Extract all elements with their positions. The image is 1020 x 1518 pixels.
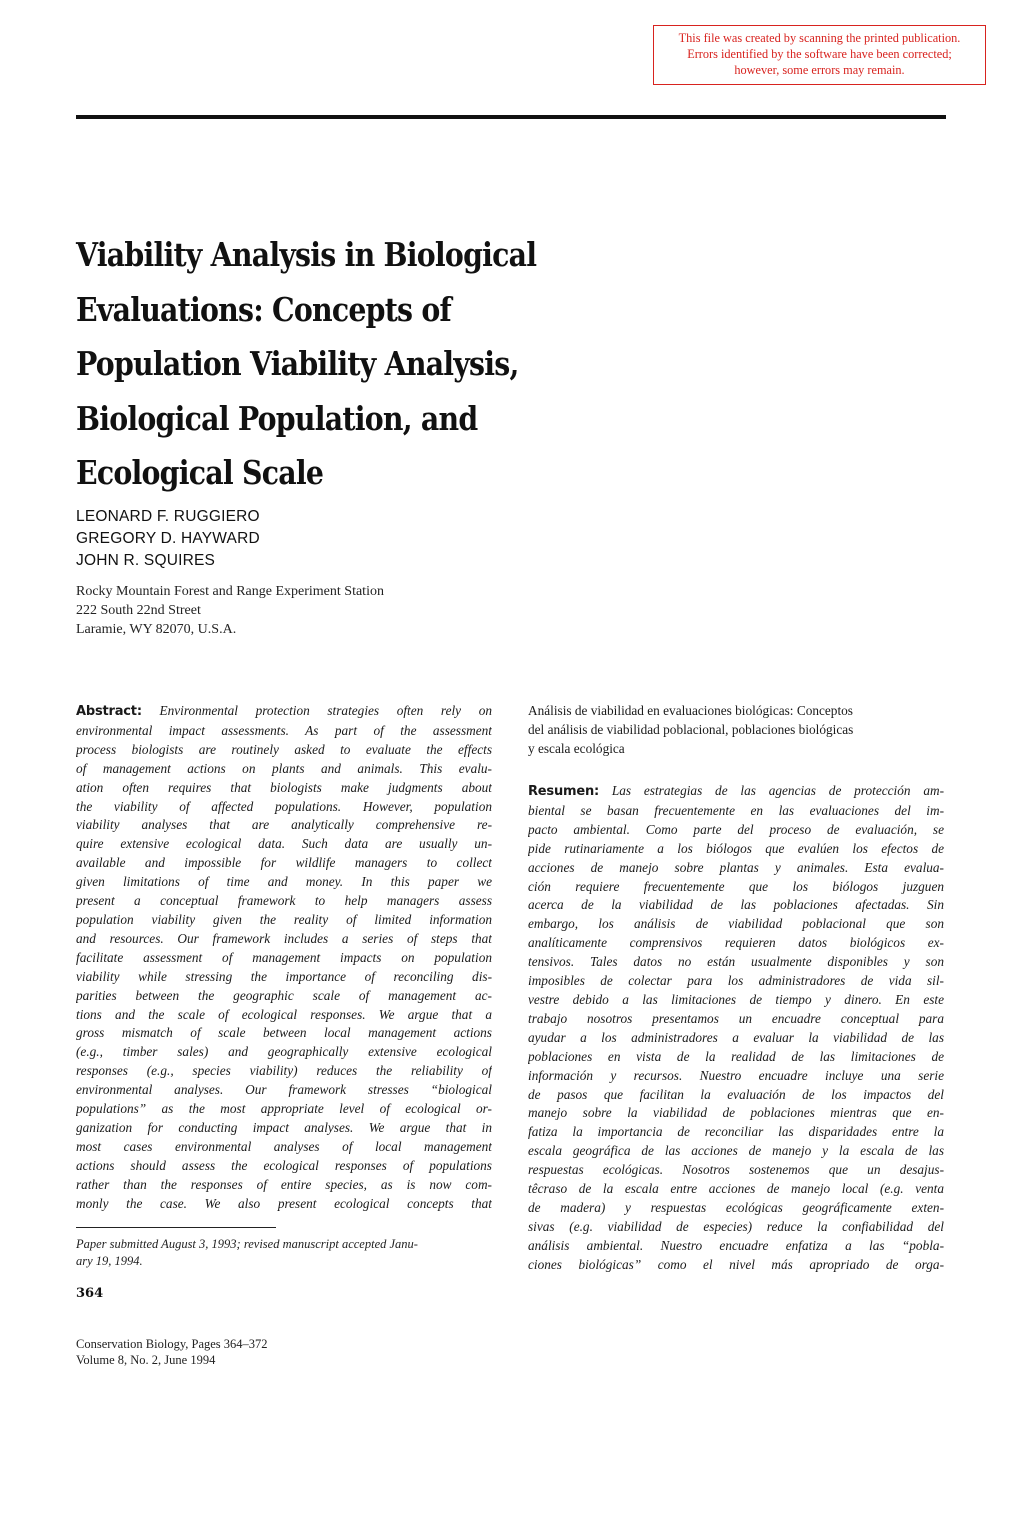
abstract-label: Abstract:	[76, 704, 142, 719]
text-line: acerca de la viabilidad de las poblaciones afectadas. Sin	[528, 897, 944, 913]
scan-notice	[653, 25, 986, 85]
text-line: monly the case. We also present ecological concepts that	[76, 1195, 492, 1211]
submission-footnote	[76, 1236, 496, 1270]
text-line: ciones biológicas” como el nivel más apropriado de orga-	[528, 1256, 944, 1272]
text-line: viability while stressing the importance of reconciling dis-	[76, 968, 492, 984]
journal-citation	[76, 1336, 268, 1368]
text-line: viability analyses that are analytically comprehensive re-	[76, 817, 492, 833]
text-line: respuestas ecológicas. Nosotros sostenemos que un desajus-	[528, 1162, 944, 1178]
footnote-line: ary 19, 1994.	[76, 1254, 143, 1268]
text-line: ation often requires that biologists make judgments about	[76, 779, 492, 795]
text-line: de madera) y respuestas ecológicas geográficamente exten-	[528, 1199, 944, 1215]
text-line: tensivos. Tales datos no están usualmente disponibles y son	[528, 954, 944, 970]
text-line: population viability given the reality of limited information	[76, 911, 492, 927]
affiliation-line: 222 South 22nd Street	[76, 603, 201, 618]
text-line: given limitations of time and money. In this paper we	[76, 874, 492, 890]
text-line: biental se basan frecuentemente en las evaluaciones del im-	[528, 802, 944, 818]
title-line: Ecological Scale	[76, 453, 324, 492]
page-number: 364	[76, 1286, 104, 1301]
text-line: ayudar a los administradores a evaluar la viabilidad de las	[528, 1029, 944, 1045]
scan-notice-line: Errors identified by the software have been corrected;	[687, 47, 952, 61]
author-list	[76, 506, 260, 572]
journal-line: Conservation Biology, Pages 364–372	[76, 1337, 268, 1351]
text-line: embargo, los análisis de viabilidad poblacional que son	[528, 916, 944, 932]
text-line: the viability of affected populations. However, population	[76, 798, 492, 814]
title-line: Viability Analysis in Biological	[76, 235, 537, 274]
text-line: environmental impact assessments. As part of the assessment	[76, 722, 492, 738]
title-line: Population Viability Analysis,	[76, 344, 519, 383]
text-line: available and impossible for wildlife managers to collect	[76, 855, 492, 871]
header-rule	[76, 115, 946, 119]
text-line: actions should assess the ecological responses of populations	[76, 1157, 492, 1173]
footnote-rule	[76, 1227, 276, 1228]
text-line: present a conceptual framework to help managers assess	[76, 893, 492, 909]
scan-notice-line: This file was created by scanning the printed publication.	[678, 31, 961, 45]
text-line: pacto ambiental. Como parte del proceso de evaluación, se	[528, 821, 944, 837]
text-line: ción requiere frecuentemente que los biólogos juzguen	[528, 878, 944, 894]
article-title	[76, 228, 609, 501]
text-line: environmental analyses. Our framework stresses “biological	[76, 1082, 492, 1098]
text-line: têcraso de la escala entre acciones de manejo local (e.g. venta	[528, 1181, 944, 1197]
text-line: gross mismatch of scale between local management actions	[76, 1025, 492, 1041]
spanish-title-line: y escala ecológica	[528, 740, 625, 756]
text-line: manejo sobre la viabilidad de poblaciones mientras que en-	[528, 1105, 944, 1121]
text-line: ganization for conducting impact analyses. We argue that in	[76, 1119, 492, 1135]
resumen-first-line	[528, 782, 944, 802]
spanish-title	[528, 702, 944, 759]
text-line: rather than the responses of entire species, as is now com-	[76, 1176, 492, 1192]
resumen-body	[528, 802, 944, 1275]
text-line: responses (e.g., species viability) reduces the reliability of	[76, 1063, 492, 1079]
text-line: información y recursos. Nuestro encuadre incluye una serie	[528, 1067, 944, 1083]
abstract-body	[76, 722, 492, 1214]
affiliation-line: Rocky Mountain Forest and Range Experiment Station	[76, 584, 384, 599]
affiliation	[76, 582, 384, 639]
author-name: JOHN R. SQUIRES	[76, 552, 216, 569]
text-line: imposibles de colectar para los administradores de vida sil-	[528, 973, 944, 989]
text-line: and resources. Our framework includes a series of steps that	[76, 930, 492, 946]
title-line: Evaluations: Concepts of	[76, 289, 451, 329]
text-line: of management actions on plants and animals. This evalu-	[76, 760, 492, 776]
abstract-spanish	[528, 782, 944, 1275]
text-line: process biologists are routinely asked to evaluate the effects	[76, 741, 492, 757]
text-line: poblaciones en vista de la realidad de las limitaciones de	[528, 1048, 944, 1064]
text-line: analíticamente comprensivos requieren datos biológicos ex-	[528, 935, 944, 951]
scan-notice-line: however, some errors may remain.	[734, 63, 905, 77]
text-line: populations” as the most appropriate level of ecological or-	[76, 1101, 492, 1117]
spanish-title-line: Análisis de viabilidad en evaluaciones biológicas: Conceptos	[528, 703, 853, 718]
abstract-first-text: Environmental protection strategies often rely on	[159, 703, 492, 718]
text-line: pide rutinariamente a los biólogos que evalúen los efectos de	[528, 840, 944, 856]
abstract-first-line	[76, 702, 492, 722]
text-line: escala geográfica de las acciones de manejo y la escala de las	[528, 1143, 944, 1159]
text-line: (e.g., timber sales) and geographically extensive ecological	[76, 1044, 492, 1060]
text-line: sivas (e.g. viabilidad de especies) reduce la confiabilidad del	[528, 1218, 944, 1234]
text-line: parities between the geographic scale of management ac-	[76, 987, 492, 1003]
abstract-english	[76, 702, 492, 1213]
resumen-label: Resumen:	[528, 784, 600, 799]
text-line: acciones de manejo sobre plantas y animales. Esta evalua-	[528, 859, 944, 875]
text-line: most cases environmental analyses of local management	[76, 1138, 492, 1154]
footnote-line: Paper submitted August 3, 1993; revised manuscript accepted Janu-	[76, 1237, 418, 1251]
author-name: LEONARD F. RUGGIERO	[76, 508, 260, 525]
text-line: tions and the scale of ecological responses. We argue that a	[76, 1006, 492, 1022]
text-line: de pasos que facilitan la evaluación de los impactos del	[528, 1086, 944, 1102]
journal-line: Volume 8, No. 2, June 1994	[76, 1353, 216, 1367]
spanish-title-line: del análisis de viabilidad poblacional, poblaciones biológicas	[528, 721, 854, 737]
resumen-first-text: Las estrategias de las agencias de protección am-	[611, 783, 944, 798]
text-line: quire extensive ecological data. Such data are usually un-	[76, 836, 492, 852]
author-name: GREGORY D. HAYWARD	[76, 530, 260, 547]
text-line: vestre debido a las limitaciones de tiempo y dinero. En este	[528, 991, 944, 1007]
text-line: fatiza la importancia de reconciliar las disparidades entre la	[528, 1124, 944, 1140]
text-line: análisis ambiental. Nuestro encuadre enfatiza a las “pobla-	[528, 1237, 944, 1253]
title-line: Biological Population, and	[76, 398, 478, 438]
text-line: trabajo nosotros presentamos un encuadre conceptual para	[528, 1010, 944, 1026]
text-line: facilitate assessment of management impacts on population	[76, 949, 492, 965]
affiliation-line: Laramie, WY 82070, U.S.A.	[76, 622, 237, 637]
